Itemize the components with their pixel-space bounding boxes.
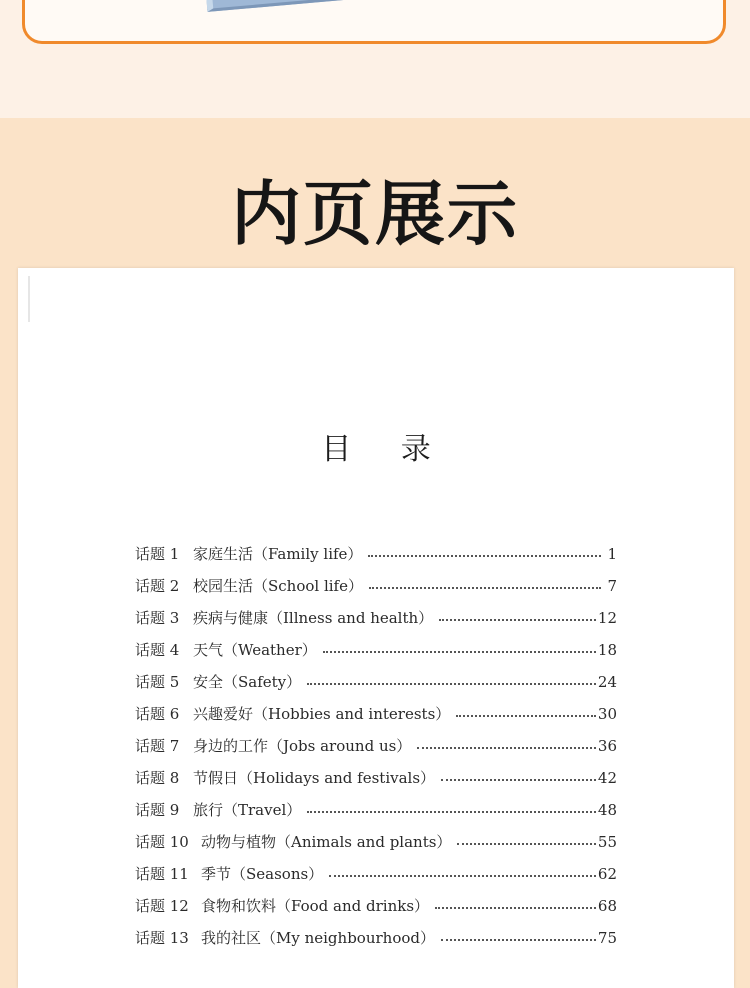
previous-section-band xyxy=(0,0,750,118)
toc-item xyxy=(135,698,617,730)
toc-page-number: 68 xyxy=(597,897,617,915)
toc-page-number: 62 xyxy=(597,865,617,883)
toc-item xyxy=(135,922,617,954)
dot-leader xyxy=(323,650,596,653)
toc-topic-title: 校园生活（School life） xyxy=(193,577,363,595)
toc-item xyxy=(135,602,617,634)
toc-topic-number: 话题 4 xyxy=(135,641,180,659)
toc-topic-title: 安全（Safety） xyxy=(193,673,302,691)
toc-topic-title: 动物与植物（Animals and plants） xyxy=(201,833,452,851)
toc-topic-title: 身边的工作（Jobs around us） xyxy=(193,737,412,755)
toc-topic-number: 话题 5 xyxy=(135,673,180,691)
toc-item xyxy=(135,794,617,826)
toc-item xyxy=(135,570,617,602)
toc-page-number: 18 xyxy=(597,641,617,659)
dot-leader xyxy=(441,938,596,941)
dot-leader xyxy=(441,778,596,781)
toc-item xyxy=(135,858,617,890)
toc-topic-title: 家庭生活（Family life） xyxy=(193,545,363,563)
book-page xyxy=(18,268,734,988)
toc-item xyxy=(135,762,617,794)
toc-topic-title: 疾病与健康（Illness and health） xyxy=(193,609,434,627)
toc-topic-number: 话题 2 xyxy=(135,577,180,595)
dot-leader xyxy=(307,810,596,813)
toc-topic-number: 话题 7 xyxy=(135,737,180,755)
toc-list xyxy=(135,538,617,954)
toc-topic-title: 食物和饮料（Food and drinks） xyxy=(201,897,430,915)
dot-leader xyxy=(369,586,601,589)
toc-page-number: 36 xyxy=(597,737,617,755)
toc-page-number: 24 xyxy=(597,673,617,691)
toc-item xyxy=(135,730,617,762)
dot-leader xyxy=(435,906,596,909)
toc-topic-title: 我的社区（My neighbourhood） xyxy=(201,929,435,947)
dot-leader xyxy=(457,842,595,845)
toc-topic-title: 节假日（Holidays and festivals） xyxy=(193,769,436,787)
toc-topic-number: 话题 11 xyxy=(135,865,189,883)
toc-topic-number: 话题 9 xyxy=(135,801,180,819)
toc-item xyxy=(135,826,617,858)
toc-item xyxy=(135,890,617,922)
dot-leader xyxy=(439,618,596,621)
toc-title: 目 录 xyxy=(321,432,431,467)
toc-item xyxy=(135,634,617,666)
dot-leader xyxy=(456,714,596,717)
toc-page-number: 30 xyxy=(597,705,617,723)
toc-page-number: 12 xyxy=(597,609,617,627)
toc-topic-number: 话题 10 xyxy=(135,833,189,851)
dot-leader xyxy=(368,554,601,557)
toc-topic-number: 话题 12 xyxy=(135,897,189,915)
toc-topic-number: 话题 6 xyxy=(135,705,180,723)
toc-topic-title: 旅行（Travel） xyxy=(193,801,302,819)
product-image-frame xyxy=(22,0,726,44)
toc-topic-number: 话题 3 xyxy=(135,609,180,627)
toc-topic-title: 兴趣爱好（Hobbies and interests） xyxy=(193,705,451,723)
section-title: 内页展示 xyxy=(231,173,519,255)
toc-topic-number: 话题 1 xyxy=(135,545,180,563)
toc-page-number: 7 xyxy=(607,577,617,595)
toc-page-number: 75 xyxy=(597,929,617,947)
toc-item xyxy=(135,538,617,570)
toc-page-number: 55 xyxy=(597,833,617,851)
dot-leader xyxy=(417,746,596,749)
page-edge xyxy=(28,276,30,322)
toc-page-number: 42 xyxy=(597,769,617,787)
book-edge-image xyxy=(205,0,393,12)
toc-topic-title: 季节（Seasons） xyxy=(201,865,324,883)
toc-topic-number: 话题 13 xyxy=(135,929,189,947)
dot-leader xyxy=(307,682,596,685)
dot-leader xyxy=(329,874,596,877)
toc-page-number: 1 xyxy=(607,545,617,563)
toc-item xyxy=(135,666,617,698)
toc-topic-number: 话题 8 xyxy=(135,769,180,787)
toc-topic-title: 天气（Weather） xyxy=(193,641,317,659)
toc-page-number: 48 xyxy=(597,801,617,819)
